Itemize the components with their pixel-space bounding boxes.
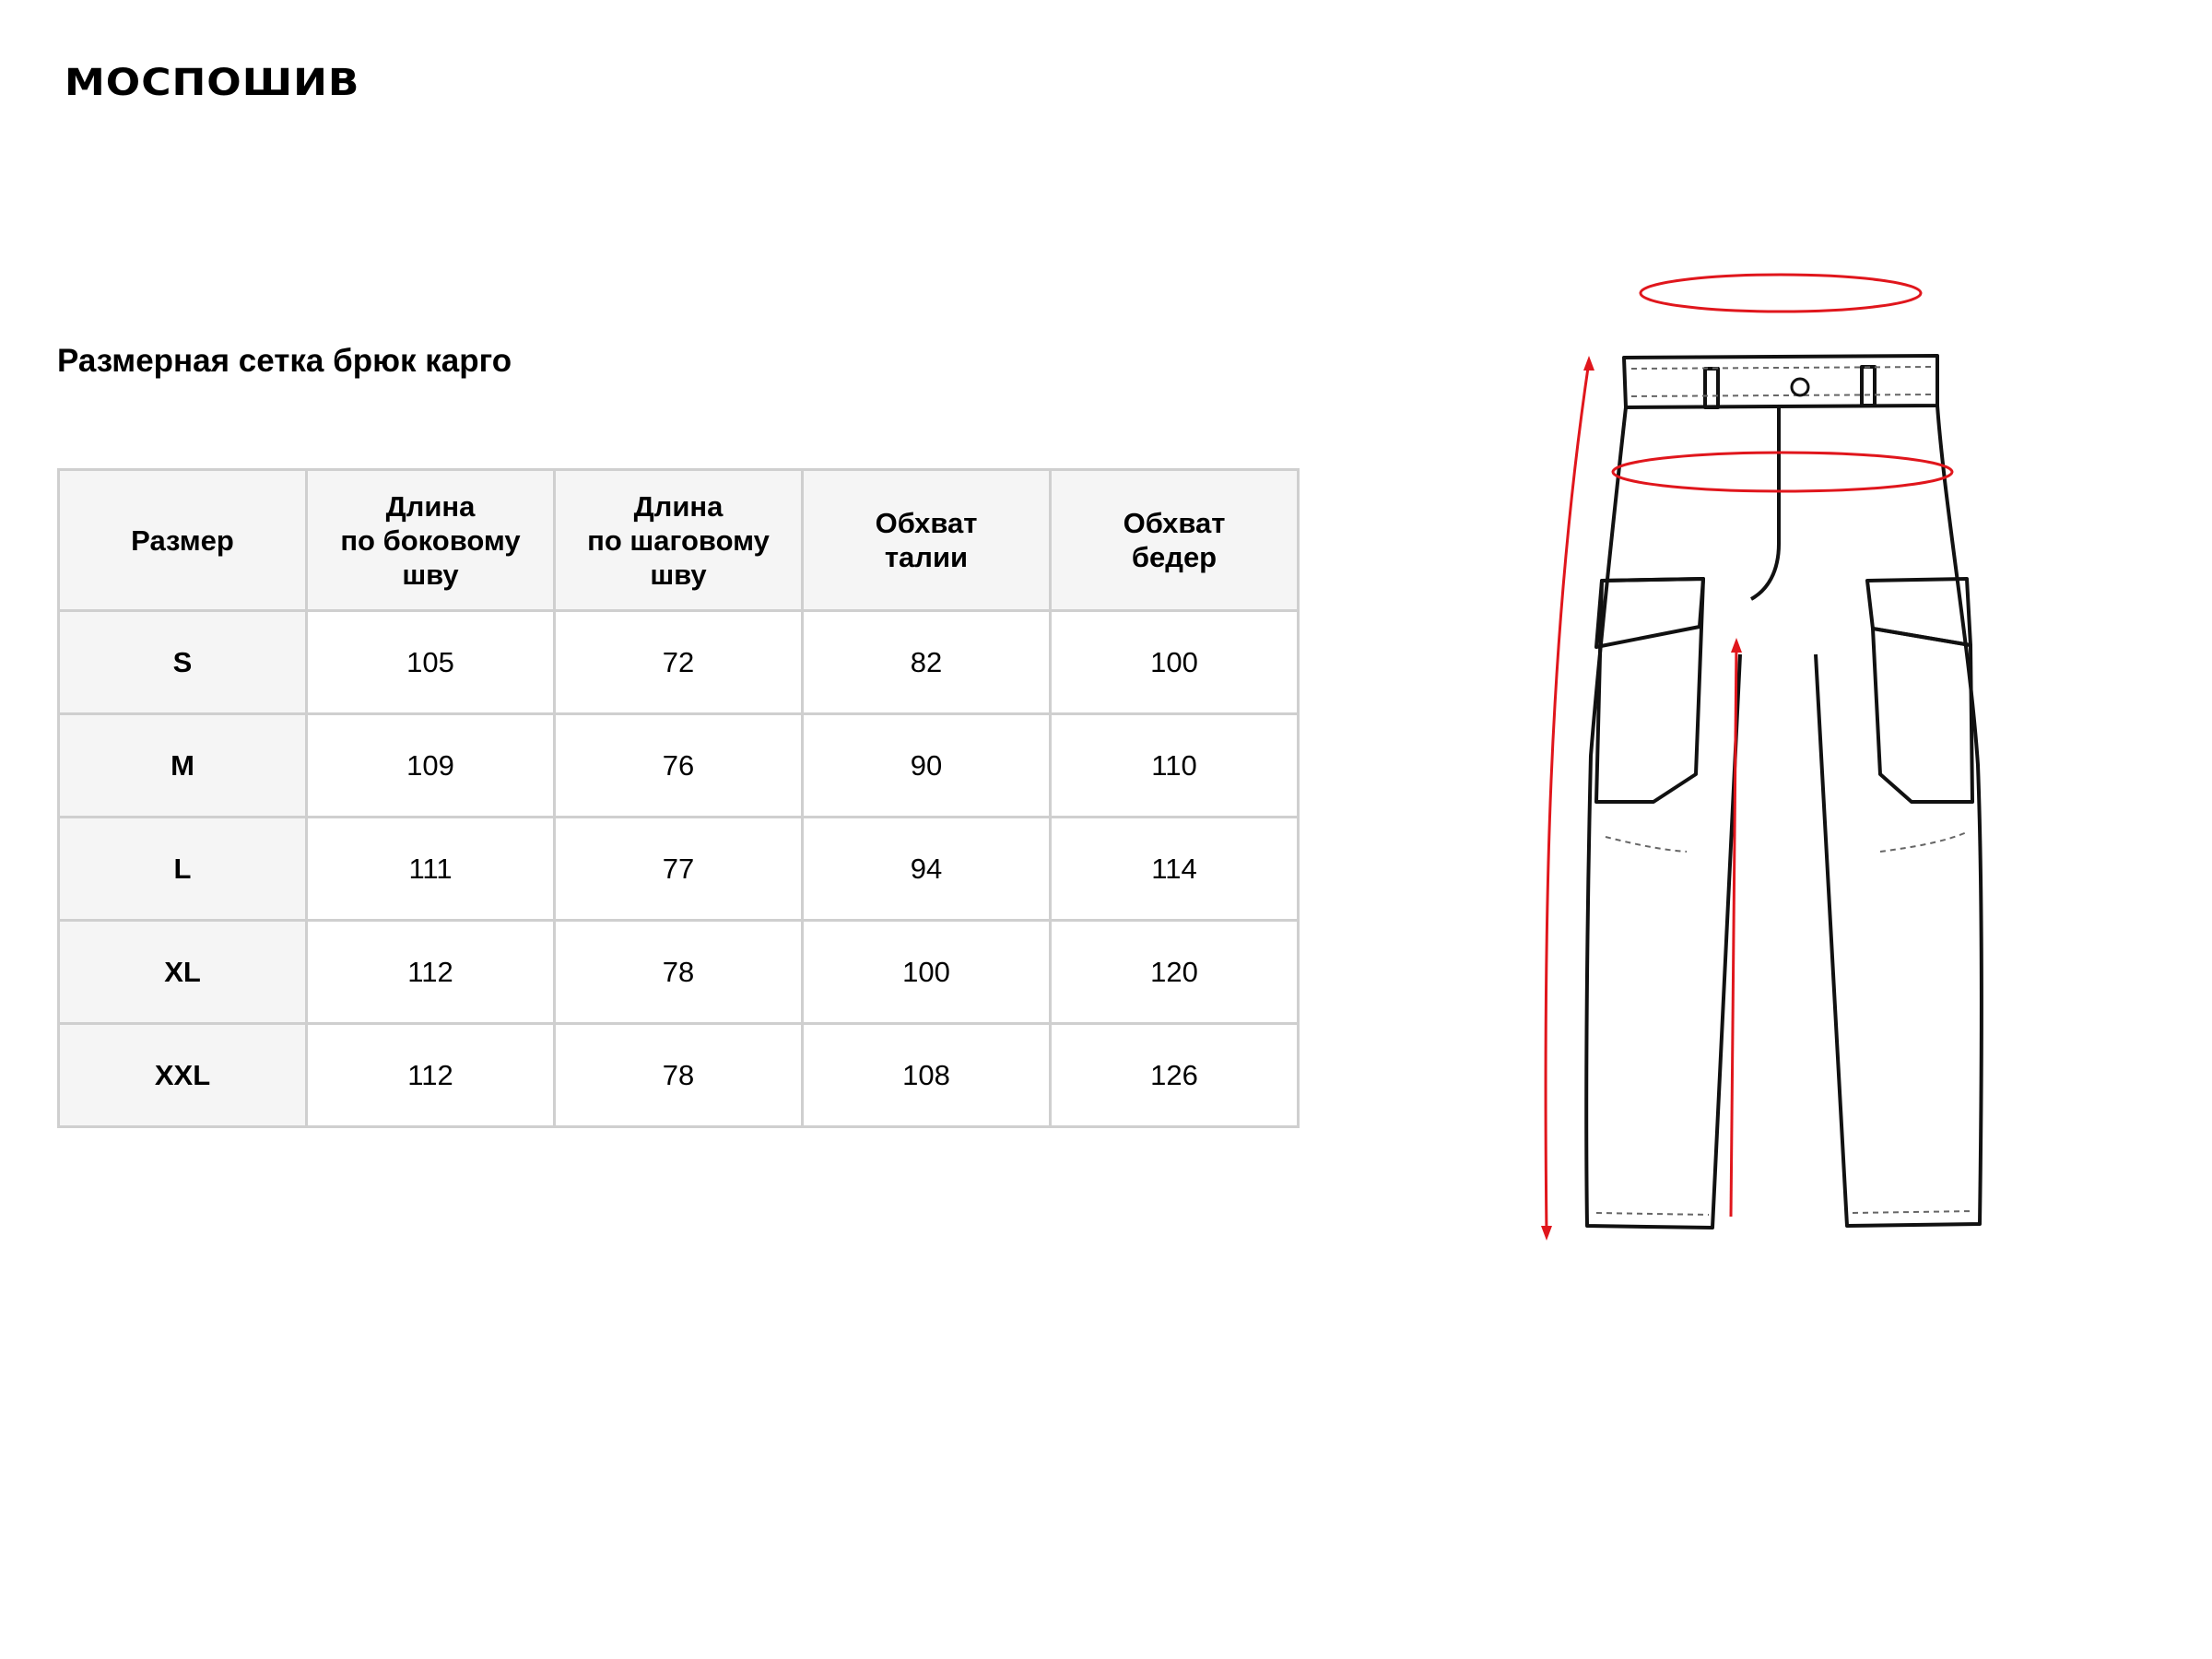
- hips-cell: 100: [1051, 611, 1299, 714]
- waist-measure-ellipse: [1641, 275, 1921, 312]
- size-cell: XL: [59, 921, 307, 1024]
- page-title: Размерная сетка брюк карго: [57, 343, 512, 379]
- waist-cell: 90: [803, 714, 1051, 818]
- outseam-cell: 112: [307, 1024, 555, 1127]
- header-hips: Обхват бедер: [1051, 470, 1299, 611]
- table-row: [59, 1024, 1299, 1127]
- hips-cell: 110: [1051, 714, 1299, 818]
- cargo-pants-illustration: [1512, 267, 2028, 1263]
- measurement-marks: [1546, 275, 1952, 1235]
- waist-cell: 108: [803, 1024, 1051, 1127]
- header-waist: Обхват талии: [803, 470, 1051, 611]
- size-cell: L: [59, 818, 307, 921]
- header-inseam-length: Длина по шаговому шву: [555, 470, 803, 611]
- waist-cell: 94: [803, 818, 1051, 921]
- pants-outline: [1586, 356, 1982, 1228]
- hips-cell: 120: [1051, 921, 1299, 1024]
- inseam-cell: 77: [555, 818, 803, 921]
- inseam-cell: 76: [555, 714, 803, 818]
- waist-cell: 82: [803, 611, 1051, 714]
- size-cell: S: [59, 611, 307, 714]
- button-icon: [1792, 379, 1808, 395]
- table-header-row: [59, 470, 1299, 611]
- waist-cell: 100: [803, 921, 1051, 1024]
- size-cell: M: [59, 714, 307, 818]
- hip-measure-ellipse: [1613, 453, 1952, 491]
- outseam-cell: 109: [307, 714, 555, 818]
- inseam-measure-line: [1731, 643, 1736, 1217]
- outseam-measure-line: [1546, 361, 1589, 1235]
- inseam-cell: 78: [555, 1024, 803, 1127]
- table-row: [59, 714, 1299, 818]
- inseam-cell: 72: [555, 611, 803, 714]
- table-row: [59, 611, 1299, 714]
- size-table: [57, 468, 1300, 1128]
- outseam-cell: 105: [307, 611, 555, 714]
- table-row: [59, 818, 1299, 921]
- size-cell: XXL: [59, 1024, 307, 1127]
- stitch-lines: [1596, 367, 1974, 1215]
- brand-logo: МОСПОШИВ: [65, 61, 360, 104]
- inseam-cell: 78: [555, 921, 803, 1024]
- header-size: Размер: [59, 470, 307, 611]
- table-row: [59, 921, 1299, 1024]
- outseam-cell: 111: [307, 818, 555, 921]
- hips-cell: 126: [1051, 1024, 1299, 1127]
- header-outseam-length: Длина по боковому шву: [307, 470, 555, 611]
- outseam-cell: 112: [307, 921, 555, 1024]
- hips-cell: 114: [1051, 818, 1299, 921]
